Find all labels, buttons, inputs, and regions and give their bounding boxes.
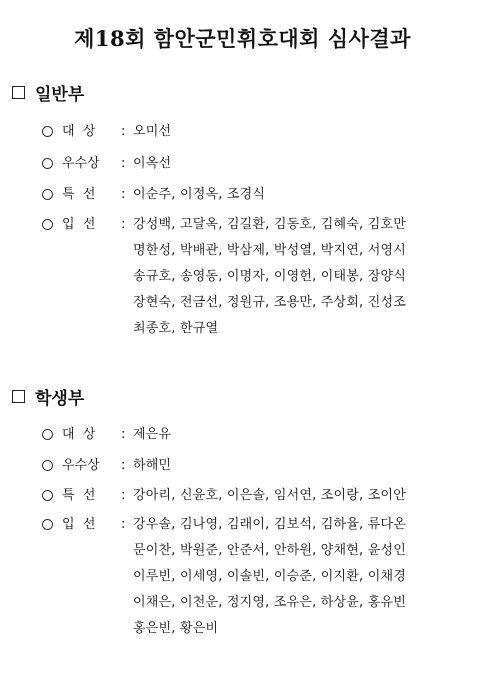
name-line: 이채은, 이천운, 정지영, 조유은, 하상윤, 홍유빈 [133,595,406,610]
award-category: 입 선 [62,517,96,532]
award-names [133,212,473,342]
square-checkbox-icon [12,86,25,99]
award-names [133,119,473,145]
name-line: 문이찬, 박원준, 안준서, 안하원, 양채현, 윤성인 [133,543,406,558]
award-names [133,182,473,208]
circle-bullet-icon [42,189,53,200]
section-heading-label: 일반부 [35,84,85,105]
award-entry-special [42,182,473,208]
colon: : [121,517,126,532]
award-category: 우수상 [62,156,100,171]
circle-bullet-icon [42,158,53,169]
section-heading-label: 학생부 [35,388,85,409]
award-entry-grand [42,119,473,145]
circle-bullet-icon [42,429,53,440]
award-entry-selected [42,512,473,642]
circle-bullet-icon [42,519,53,530]
name-line: 이루빈, 이세영, 이솔빈, 이승준, 이지환, 이채경 [133,569,406,584]
award-entry-selected [42,212,473,342]
colon: : [121,187,126,202]
name-line: 홍은빈, 황은비 [133,621,219,636]
square-checkbox-icon [12,390,25,403]
award-names [133,453,473,479]
name-line: 제은유 [133,427,172,442]
circle-bullet-icon [42,460,53,471]
name-line: 강아리, 신윤호, 이은솔, 임서연, 조이랑, 조이안 [133,488,406,503]
name-line: 오미선 [133,124,172,139]
award-category: 우수상 [62,458,100,473]
name-line: 최종호, 한규열 [133,321,219,336]
name-line: 명한성, 박배관, 박삼제, 박성열, 박지연, 서영시 [133,243,406,258]
award-entry-grand [42,422,473,448]
award-names [133,483,473,509]
award-entry-special [42,483,473,509]
name-line: 장현숙, 전금선, 정원규, 조용만, 주상회, 진성조 [133,295,406,310]
circle-bullet-icon [42,126,53,137]
colon: : [121,217,126,232]
circle-bullet-icon [42,219,53,230]
colon: : [121,156,126,171]
section-heading-student [12,384,84,408]
award-entry-excellence [42,151,473,177]
name-line: 강우솔, 김나영, 김래이, 김보석, 김하율, 류다온 [133,517,406,532]
award-category: 대 상 [62,427,96,442]
name-line: 강성백, 고달옥, 김길환, 김동호, 김혜숙, 김호만 [133,217,406,232]
award-entry-excellence [42,453,473,479]
name-line: 이순주, 이정옥, 조경식 [133,187,266,202]
award-category: 입 선 [62,217,96,232]
colon: : [121,458,126,473]
award-names [133,151,473,177]
name-line: 송규호, 송영동, 이명자, 이영헌, 이태봉, 장양식 [133,269,406,284]
circle-bullet-icon [42,490,53,501]
colon: : [121,124,126,139]
award-names [133,512,473,642]
name-line: 이옥선 [133,156,172,171]
section-heading-general [12,80,84,104]
award-category: 대 상 [62,124,96,139]
colon: : [121,488,126,503]
award-category: 특 선 [62,488,96,503]
page-title: 제18회 함안군민휘호대회 심사결과 [74,26,411,51]
award-names [133,422,473,448]
name-line: 하해민 [133,458,172,473]
colon: : [121,427,126,442]
award-category: 특 선 [62,187,96,202]
